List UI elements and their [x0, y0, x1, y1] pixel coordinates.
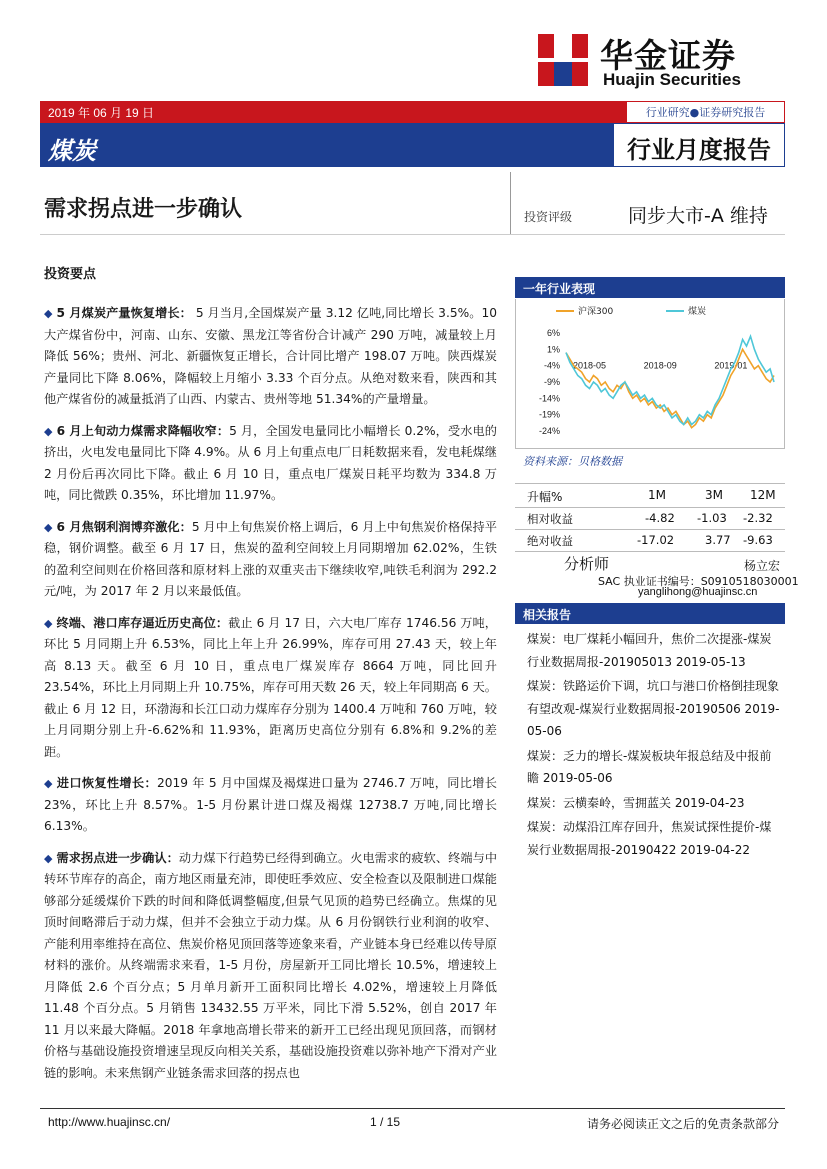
- y-tick-label: 6%: [546, 328, 560, 338]
- table-rule: [515, 529, 785, 530]
- table-rule: [515, 507, 785, 508]
- footer-rule: [40, 1108, 785, 1109]
- related-report[interactable]: 煤炭：铁路运价下调，坑口与港口价格倒挂现象有望改观-煤炭行业数据周报-20190506 2019-05-06: [527, 679, 780, 738]
- rating-value: 同步大市-A 维持: [628, 205, 768, 227]
- y-tick-label: 1%: [546, 344, 560, 355]
- chart-source: 资料来源：贝格数据: [523, 455, 622, 468]
- sector-name: 煤炭: [48, 137, 96, 165]
- y-tick-label: -4%: [543, 360, 560, 371]
- key-point-lead: 终端、港口库存逼近历史高位：: [56, 615, 229, 630]
- legend-label: 沪深300: [578, 307, 614, 317]
- footer-disclaimer: 请务必阅读正文之后的免责条款部分: [587, 1117, 780, 1131]
- related-report[interactable]: 煤炭：动煤沿江库存回升，焦炭试探性提价-煤炭行业数据周报-20190422 2019-04-22: [527, 820, 772, 857]
- key-point: [44, 613, 497, 764]
- related-report[interactable]: 煤炭：乏力的增长-煤炭板块年报总结及中报前瞻 2019-05-06: [527, 748, 772, 785]
- page-number: 1 / 15: [370, 1115, 401, 1129]
- key-points-body: [44, 303, 497, 1094]
- y-tick-label: -19%: [538, 409, 560, 420]
- divider: [40, 234, 785, 235]
- perf-chart-frame: [515, 299, 785, 449]
- y-tick-label: -14%: [538, 393, 560, 404]
- key-point: [44, 848, 497, 1085]
- key-point-text: 5 月，全国发电量同比小幅增长 0.2%，受水电的挤出，火电发电量同比下降 4.9%。从 6 月上旬重点电厂日耗数据来看，发电耗煤继 2 月份后再次同比下降。截止 6 月 10 日，重点电厂煤炭日耗平均数为 334.8 万吨，同比微跌 0.35%，环比增加 11.97%。: [44, 423, 497, 502]
- key-point-lead: 进口恢复性增长：: [56, 776, 157, 790]
- x-tick-label: 2018-09: [643, 360, 677, 371]
- diamond-bullet-icon: ◆: [44, 851, 53, 865]
- related-heading: 相关报告: [515, 603, 785, 624]
- table-cell: -2.32: [743, 511, 773, 525]
- key-point-lead: 6 月上旬动力煤需求降幅收窄：: [56, 423, 230, 438]
- related-report[interactable]: 煤炭：云横秦岭，雪拥蓝关 2019-04-23: [527, 795, 745, 810]
- key-point-lead: 需求拐点进一步确认：: [56, 850, 179, 865]
- huajin-logo-icon: [538, 34, 588, 86]
- table-header-cell: 1M: [648, 488, 666, 502]
- table-cell: -4.82: [645, 511, 675, 525]
- footer-url[interactable]: http://www.huajinsc.cn/: [48, 1115, 171, 1129]
- doc-type: 行业研究●证券研究报告: [645, 106, 766, 119]
- key-point-text: 5 月当月,全国煤炭产量 3.12 亿吨,同比增长 3.5%。10 大产煤省份中，河南、山东、安徽、黑龙江等省份合计减产 290 万吨，减量较上月降低 56%；贵州、河北、新疆恢复正增长，合计同比增产 198.07 万吨。陕西煤炭产量同比下降 8.06%，降幅较上月缩小 3.33 个百分点。从绝对数来看，陕西和其他产煤省份的减量抵消了山西、内蒙古、贵州等地 51.34%的产量增量。: [44, 306, 497, 406]
- diamond-bullet-icon: ◆: [44, 520, 53, 534]
- table-header-cell: 12M: [750, 488, 776, 502]
- x-tick-label: 2019-01: [714, 360, 748, 371]
- key-point-lead: 6 月焦钢利润博弈激化：: [56, 519, 192, 534]
- key-point: [44, 773, 497, 838]
- table-cell: 3.77: [705, 533, 731, 547]
- x-tick-label: 2018-05: [573, 360, 607, 371]
- perf-heading: 一年行业表现: [515, 277, 785, 298]
- legend-label: 煤炭: [688, 307, 707, 317]
- related-list: [527, 628, 782, 863]
- brand-name-en: Huajin Securities: [603, 70, 741, 89]
- related-report[interactable]: 煤炭：电厂煤耗小幅回升，焦价二次提涨-煤炭行业数据周报-201905013 2019-05-13: [527, 632, 772, 669]
- analyst-email[interactable]: yanglihong@huajinsc.cn: [638, 586, 758, 598]
- key-points-heading: 投资要点: [44, 267, 97, 282]
- brand-name-cn: 华金证券: [600, 36, 736, 75]
- analyst-cert: SAC 执业证书编号：S0910518030001: [598, 575, 799, 588]
- perf-chart: [516, 299, 784, 447]
- table-header-cell: 升幅%: [527, 490, 563, 504]
- report-title: 需求拐点进一步确认: [44, 197, 243, 222]
- diamond-bullet-icon: ◆: [44, 424, 53, 438]
- key-point: [44, 303, 497, 411]
- table-cell: -1.03: [697, 511, 727, 525]
- key-point-text: 动力煤下行趋势已经得到确立。火电需求的疲软、终端与中转环节库存的高企，南方地区雨量充沛，即使旺季效应、安全检查以及限制进口煤能够部分延缓煤价下跌的时间和降低调整幅度,但景气见顶的趋势已经确立。焦煤的见顶时间略滞后于动力煤，但并不会独立于动力煤。从 6 月份钢铁行业利润的收窄、产能利用率维持在高位、焦炭价格见顶回落等迹象来看，产业链本身已经难以传导原材料的涨价。从终端需求来看，1-5 月份，房屋新开工同比增长 10.5%，增速较上月降低 2.6 个百分点；5 月单月新开工面积同比增长 4.02%，增速较上月降低 11.48 个百分点。5 月销售 13432.55 万平米，同比下滑 5.52%，创自 2017 年 11 月以来最大降幅。2018 年拿地高增长带来的新开工已经出现见顶回落，而钢材价格与基础设施投资增速呈现反向相关关系，基础设施投资难以弥补地产下滑对产业链的影响。未来焦钢产业链条需求回落的拐点也: [44, 850, 498, 1080]
- diamond-bullet-icon: ◆: [44, 307, 53, 320]
- report-type: 行业月度报告: [627, 136, 771, 164]
- analyst-name: 杨立宏: [744, 559, 781, 573]
- rating-label: 投资评级: [524, 210, 573, 224]
- table-rule: [515, 483, 785, 484]
- analyst-title: 分析师: [564, 555, 610, 573]
- table-rule: [515, 551, 785, 552]
- key-point: [44, 517, 497, 603]
- table-cell: -9.63: [743, 533, 773, 547]
- report-date: 2019 年 06 月 19 日: [48, 106, 155, 120]
- key-point-lead: 5 月煤炭产量恢复增长：: [56, 306, 192, 320]
- key-point-text: 5 月中上旬焦炭价格上调后，6 月上中旬焦炭价格保持平稳，钢价调整。截至 6 月 17 日，焦炭的盈利空间较上月同期增加 62.02%，生铁的盈利空间则在价格回落和原材料上涨的双重夹击下继续收窄,吨铁毛利润为 292.2 元/吨，为 2017 年 2 月以来最低值。: [44, 519, 497, 598]
- table-cell: 相对收益: [527, 512, 573, 526]
- diamond-bullet-icon: ◆: [44, 616, 53, 630]
- key-point-text: 2019 年 5 月中国煤及褐煤进口量为 2746.7 万吨，同比增长 23%，环比上升 8.57%。1-5 月份累计进口煤及褐煤 12738.7 万吨,同比增长 6.13%。: [44, 776, 497, 833]
- table-cell: 绝对收益: [527, 534, 573, 548]
- y-tick-label: -9%: [543, 377, 560, 387]
- key-point-text: 截止 6 月 17 日，六大电厂库存 1746.56 万吨，环比 5 月同期上升 6.53%，同比上年上升 26.99%，库存可用 27.43 天，较上年高 8.13 天。截至 6 月 10 日，重点电厂煤炭库存 8664 万吨，同比回升 23.54%，环比上月同期上升 10.75%，库存可用天数 26 天，较上年同期高 6 天。截止 6 月 12 日，环渤海和长江口动力煤库存分别为 1400.4 万吨和 760 万吨，较上月同期分别上升-6.62%和 11.93%，距离历史高位分别有 6.8%和 9.2%的差距。: [44, 615, 497, 759]
- table-cell: -17.02: [637, 533, 675, 547]
- diamond-bullet-icon: ◆: [44, 777, 53, 790]
- y-tick-label: -24%: [538, 426, 560, 436]
- divider: [510, 172, 511, 234]
- table-header-cell: 3M: [705, 488, 723, 502]
- key-point: [44, 421, 497, 507]
